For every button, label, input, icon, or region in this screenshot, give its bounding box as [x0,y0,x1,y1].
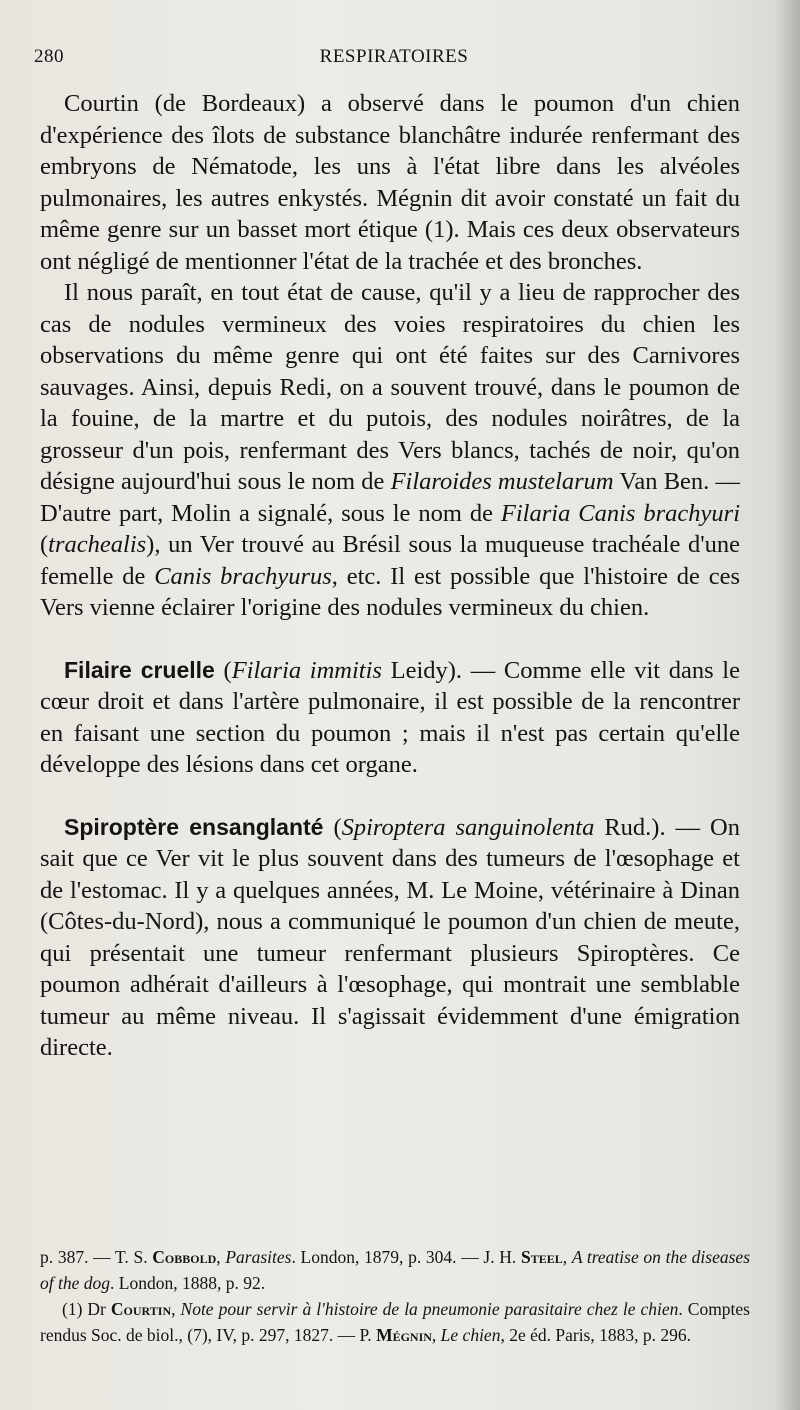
page-edge-shadow [774,0,800,1410]
footnotes [40,1244,750,1348]
taxon-name: trachealis [48,531,147,558]
section-heading: Filaire cruelle [64,656,215,683]
taxon-name: Filaroides mustelarum [390,468,614,495]
section-gap [40,624,740,655]
text-run: ( [40,531,49,558]
text-run: , etc. Il est possible que l'histoire de ces Vers vienne éclairer l'origine des nodules vermineux du chien. [40,562,740,621]
section-heading: Spiroptère ensanglanté [64,813,324,840]
text-run: p. 387. — T. S. [40,1247,153,1267]
text-run: , [562,1247,572,1267]
work-title: Le chien [440,1325,501,1345]
text-run: , [171,1299,181,1319]
text-run: Van Ben. — D'autre part, Molin a signalé, sous le nom de [40,468,740,527]
author-name: Leidy). [381,656,463,684]
work-title: Note pour servir à l'histoire de la pneumonie parasitaire chez le chien [180,1299,679,1319]
taxon-name: Filaria Canis brachyuri [500,499,740,527]
paragraph-rapprochement [40,277,740,624]
text-run: ), un Ver trouvé au Brésil sous la muqueuse trachéale d'une femelle de [40,531,740,590]
taxon-name: Canis brachyurus [154,562,332,590]
text-run: ( [214,656,232,684]
text-run: Il nous paraît, en tout état de cause, qu'il y a lieu de rapprocher des cas de nodules vermineux des voies respiratoires du chien les observations du même genre qui ont été faites sur des Carnivores sauvages. Ainsi, depuis Redi, on a souvent trouvé, dans le poumon de la fouine, de la martre et du putois, des nodules noirâtres, de la grosseur d'un pois, renfermant des Vers blancs, tachés de noir, qu'on désigne aujourd'hui sous le nom de [40,279,740,495]
text-run: , [216,1247,226,1267]
paragraph-text: Courtin (de Bordeaux) a observé dans le poumon d'un chien d'expérience des îlots de substance blanchâtre indurée renfermant des embryons de Nématode, les uns à l'état libre dans les alvéoles pulmonaires, les autres enkystés. Mégnin dit avoir constaté un fait du même genre sur un basset mort étique (1). Mais ces deux observateurs ont négligé de mentionner l'état de la trachée et des bronches. [40,90,740,275]
footnote-marker: (1) Dr [62,1299,111,1319]
latin-name: Filaria immitis [231,656,382,684]
author-name: Steel [521,1247,563,1267]
running-head [34,46,754,76]
text-run: ( [323,813,342,841]
author-name: Cobbold [152,1247,217,1267]
page-number: 280 [34,46,64,67]
text-run: , 2e éd. Paris, 1883, p. 296. [500,1325,691,1345]
section-text: — Comme elle vit dans le cœur droit et dans l'artère pulmonaire, il est possible de la rencontrer en faisant une section du poumon ; mais il n'est pas certain qu'elle développe des lésions dans cet organe. [40,656,740,778]
work-title: Parasites [225,1247,292,1267]
footnote-1 [40,1296,750,1348]
section-text: — On sait que ce Ver vit le plus souvent dans des tumeurs de l'œsophage et de l'estomac. Il y a quelques années, M. Le Moine, vétérinaire à Dinan (Côtes-du-Nord), nous a communiqué le poumon d'un chien de meute, qui présentait une tumeur renfermant plusieurs Spiroptères. Ce poumon adhérait d'ailleurs à l'œsophage, qui montrait une semblable tumeur au même niveau. Il s'agissait évidemment d'une émigration directe. [40,813,740,1061]
text-run: , [431,1325,441,1345]
author-name: Rud.). [594,813,666,841]
paragraph-courtin [40,88,740,277]
body-text [40,88,740,1064]
work-title: A treatise on the diseases of the dog [40,1247,751,1293]
author-name: Mégnin [376,1325,432,1345]
text-run: . London, 1888, p. 92. [110,1273,266,1293]
author-name: Courtin [110,1299,172,1319]
text-run: . London, 1879, p. 304. — J. H. [291,1247,521,1267]
section-filaire-cruelle [40,655,740,781]
footnote-continuation [40,1244,750,1296]
text-run: . Comptes rendus Soc. de biol., (7), IV, p. 297, 1827. — P. [40,1299,750,1345]
section-gap [40,781,740,812]
section-spiroptere [40,812,740,1064]
latin-name: Spiroptera sanguinolenta [341,813,595,841]
running-title: RESPIRATOIRES [319,46,469,67]
